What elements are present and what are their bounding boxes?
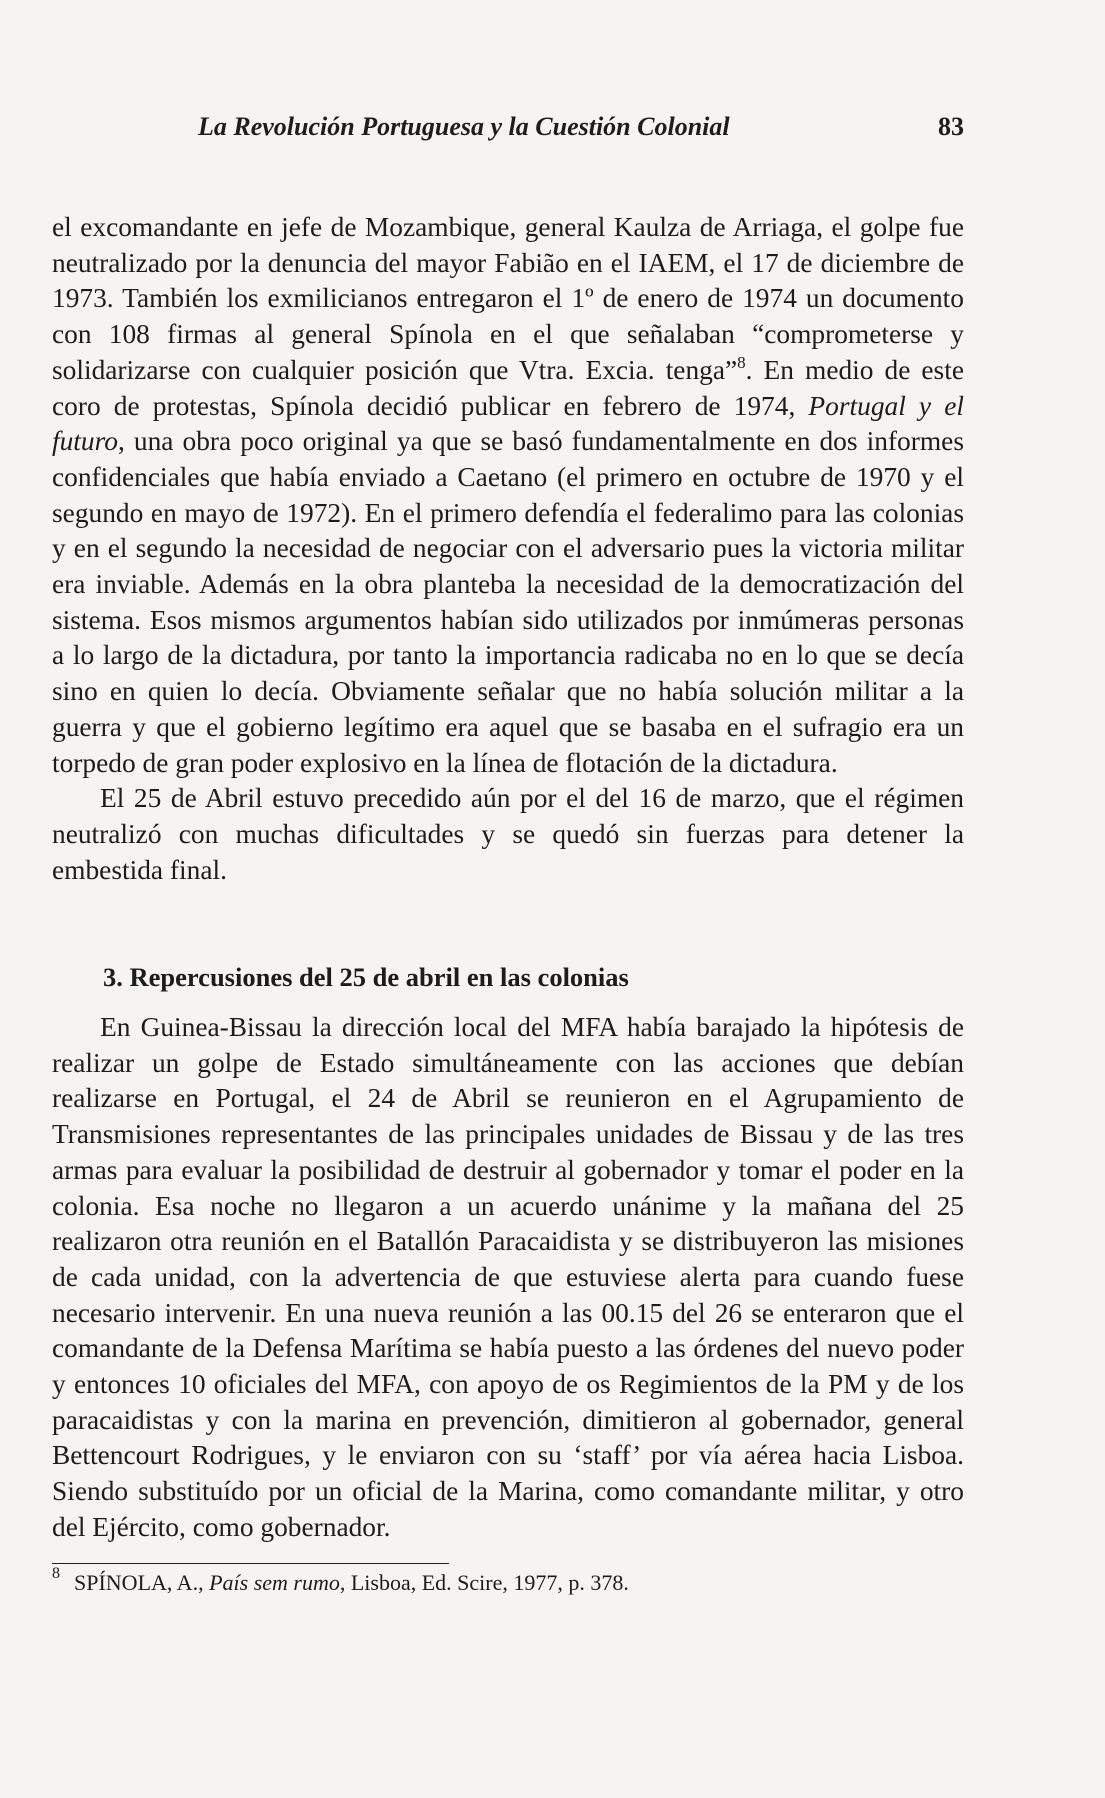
footnote: [52, 1565, 629, 1596]
section-body: [52, 1010, 964, 1546]
footnote-mark: 8: [52, 1565, 60, 1582]
paragraph-continued: [52, 210, 964, 781]
footnote-book-title: País sem rumo: [209, 1570, 340, 1595]
page-number: 83: [938, 112, 964, 141]
paragraph: El 25 de Abril estuvo precedido aún por el del 16 de marzo, que el régimen neutralizó con muchas dificultades y se quedó sin fuerzas para detener la embestida final.: [52, 783, 964, 885]
paragraph: En Guinea-Bissau la dirección local del MFA había barajado la hipótesis de realizar un golpe de Estado simultáneamente con las acciones que debían realizarse en Portugal, el 24 de Abril se reunieron en el Agrupamiento de Transmisiones representantes de las principales unidades de Bissau y de las tres armas para evaluar la posibilidad de destruir al gobernador y tomar el poder en la colonia. Esa noche no llegaron a un acuerdo unánime y la mañana del 25 realizaron otra reunión en el Batallón Paracaidista y se distribuyeron las misiones de cada unidad, con la advertencia de que estuviese alerta para cuando fuese necesario intervenir. En una nueva reunión a las 00.15 del 26 se enteraron que el comandante de la Defensa Marítima se había puesto a las órdenes del nuevo poder y entonces 10 oficiales del MFA, con apoyo de os Regimientos de la PM y de los paracaidistas y con la marina en prevención, dimitieron al gobernador, general Bettencourt Rodrigues, y le enviaron con su ‘staff’ por vía aérea hacia Lisboa. Siendo substituído por un oficial de la Marina, como comandante militar, y otro del Ejército, como gobernador.: [52, 1012, 964, 1542]
section-heading: 3. Repercusiones del 25 de abril en las colonias: [103, 962, 629, 992]
running-header-title: La Revolución Portuguesa y la Cuestión Colonial: [198, 112, 730, 141]
paragraph-text: el excomandante en jefe de Mozambique, general Kaulza de Arriaga, el golpe fue neutralizado por la denuncia del mayor Fabião en el IAEM, el 17 de diciembre de 1973. También los exmilicianos entregaron el 1º de enero de 1974 un documento con 108 firmas al general Spínola en el que señalaban “comprometerse y solidarizarse con cualquier posición que Vtra. Excia. tenga”: [52, 212, 964, 385]
paragraph-text: . En medio de este coro de protestas, Spínola decidió publicar en febrero de 1974,: [52, 354, 964, 421]
running-header: [198, 112, 972, 152]
footnote-details: , Lisboa, Ed. Scire, 1977, p. 378.: [339, 1570, 629, 1595]
book-title: Portugal y el futuro: [52, 390, 964, 457]
footnote-divider: [52, 1563, 449, 1564]
footnote-reference: 8: [737, 352, 746, 372]
paragraph-text: , una obra poco original ya que se basó fundamentalmente en dos informes confidenciales que había enviado a Caetano (el primero en octubre de 1970 y el segundo en mayo de 1972). En el primero defendía el federalimo para las colonias y en el segundo la necesidad de negociar con el adversario pues la victoria militar era inviable. Además en la obra planteba la necesidad de la democratización del sistema. Esos mismos argumentos habían sido utilizados por inmúmeras personas a lo largo de la dictadura, por tanto la importancia radicaba no en lo que se decía sino en quien lo decía. Obviamente señalar que no había solución militar a la guerra y que el gobierno legítimo era aquel que se basaba en el sufragio era un torpedo de gran poder explosivo en la línea de flotación de la dictadura.: [52, 426, 964, 778]
footnote-author: SPÍNOLA, A.,: [74, 1570, 210, 1595]
body-text: [52, 210, 964, 888]
